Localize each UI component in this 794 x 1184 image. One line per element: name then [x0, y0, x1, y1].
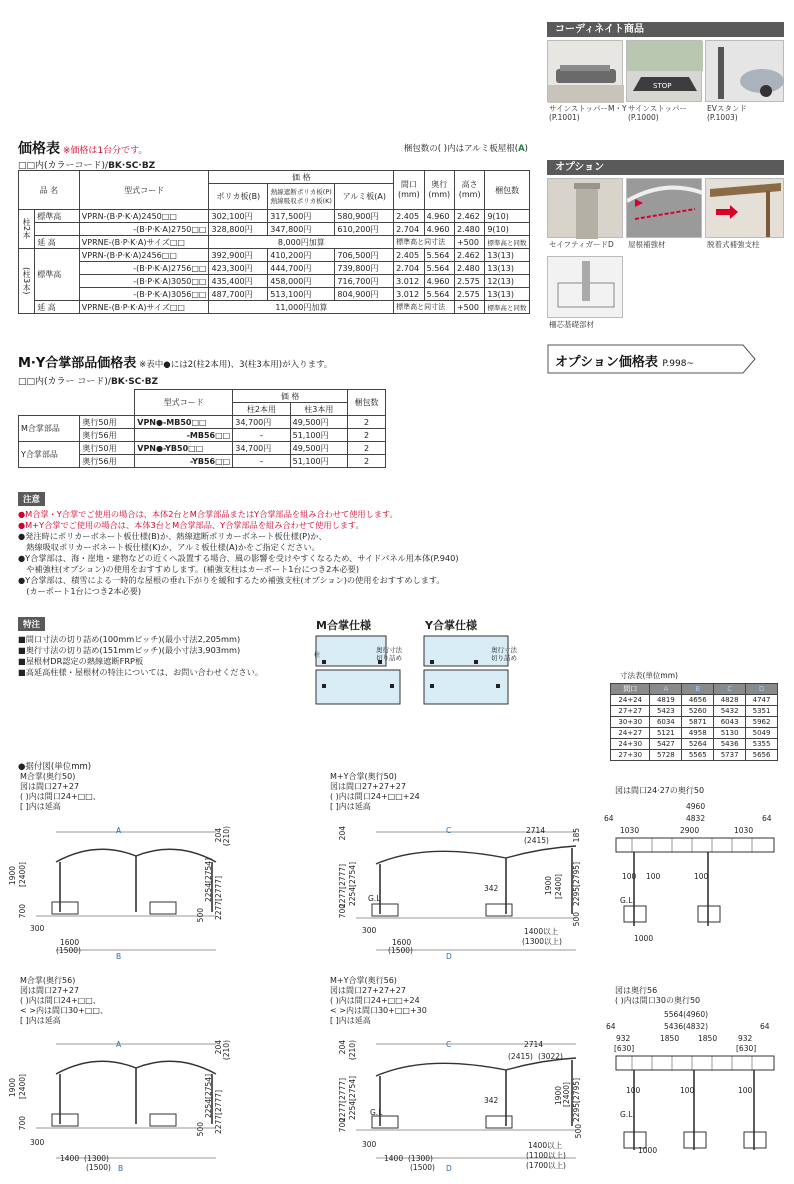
coordinate-header: コーディネイト商品	[547, 22, 784, 37]
dim-1030a-3: 1030	[620, 826, 640, 835]
drawing-4-legend: M合掌(奥行56) 図は間口27+27 ( )内は間口24+□□、 < >内は間口30+□□、 [ ]内は延高	[20, 976, 108, 1025]
price-title: 価格表	[18, 141, 60, 157]
dim-204-5: 204	[338, 1040, 347, 1055]
dim-1400up-2: 1400以上	[524, 927, 559, 936]
dim-210-5: (210)	[348, 1040, 357, 1061]
special-line: ■間口寸法の切り詰め(100mmピッチ)(最小寸法2,205mm)	[18, 634, 241, 644]
dim-2400-2: [2400]	[554, 874, 563, 899]
dim-1900-5: 1900	[554, 1086, 563, 1106]
dim-932a-6: 932	[616, 1034, 631, 1043]
option-price-link-page: P.998~	[662, 359, 694, 369]
dim-300-4: 300	[30, 1138, 45, 1147]
dim-700-2: 700	[338, 904, 347, 919]
dim-300-5: 300	[362, 1140, 377, 1149]
dim-932b-6: 932	[738, 1034, 753, 1043]
my-row: 奥行56用 -MB56□□ – 51,100円 2	[19, 429, 386, 442]
dim-2254-2: 2254[2754]	[348, 862, 357, 907]
dim-1400-4: 1400	[60, 1154, 80, 1163]
dim-3022-5: (3022)	[538, 1052, 563, 1061]
size-row: 24+27 5121 4958 5130 5049	[611, 728, 778, 739]
price-row: -(B·P·K·A)3050□□ 435,400円 458,000円 716,700円 3.012 4.960 2.575 12(13)	[19, 275, 530, 288]
sign-stopper-photo	[626, 40, 702, 102]
my-row: M合掌部品 奥行50用 VPN●-MB50□□ 34,700円 49,500円 2	[19, 416, 386, 429]
dim-2415-2: (2415)	[524, 836, 549, 845]
dim-2900-3: 2900	[680, 826, 700, 835]
m-cut-label: 奥行寸法 切り詰め	[376, 646, 402, 662]
my-color-code: □□内(カラー コード)/BK·SC·BZ	[18, 377, 159, 387]
dim-342-5: 342	[484, 1096, 499, 1105]
caution-line: ●M+Y合掌でご使用の場合は、本体3台とM合掌部品、Y合掌部品を組み合わせて使用します。	[18, 520, 364, 530]
my-spec-diagram	[314, 632, 524, 708]
dim-64a-6: 64	[606, 1022, 616, 1031]
dim-1500-1: (1500)	[56, 946, 81, 955]
special-line: ■屋根材DR認定の熱線遮断FRP板	[18, 656, 144, 666]
dim-64b-3: 64	[762, 814, 772, 823]
color-code: □□内(カラーコード)/BK·SC·BZ	[18, 161, 156, 171]
dim-185-2: 185	[572, 828, 581, 843]
option-price-link[interactable]	[547, 344, 757, 374]
dim-100c-6: 100	[738, 1086, 753, 1095]
dim-1300-4: (1300)	[84, 1154, 109, 1163]
dim-500-5: 500	[574, 1124, 583, 1139]
dim-342-2: 342	[484, 884, 499, 893]
option-item-1: セイフティガードD	[549, 240, 614, 249]
drawing-m50	[16, 826, 226, 966]
post-core-photo	[547, 256, 623, 318]
dim-2254-4: 2254[2754]	[204, 1074, 213, 1119]
safety-guard-photo	[547, 178, 623, 238]
coordinate-item-1: サインストッパーM・Y (P.1001)	[549, 104, 627, 122]
dim-1900-2: 1900	[544, 876, 553, 896]
dim-630b-6: [630]	[736, 1044, 757, 1053]
dim-64b-6: 64	[760, 1022, 770, 1031]
coordinate-item-3: EVスタンド (P.1003)	[707, 104, 747, 122]
dim-630a-6: [630]	[614, 1044, 635, 1053]
price-row: -(B·P·K·A)3056□□ 487,700円 513,100円 804,900円 3.012 5.564 2.575 13(13)	[19, 288, 530, 301]
dim-204-2: 204	[338, 826, 347, 841]
dim-2277-2: 2277[2777]	[338, 864, 347, 909]
dim-204-4: 204	[214, 1040, 223, 1055]
dim-1400-5: 1400	[384, 1154, 404, 1163]
special-line: ■奥行寸法の切り詰め(151mmピッチ)(最小寸法3,903mm)	[18, 645, 241, 655]
size-row: 24+30 5427 5264 5436 5355	[611, 739, 778, 750]
option-header: オプション	[547, 160, 784, 175]
dim-4960-3: 4960	[686, 802, 706, 811]
price-row: 延 高 VPRNE-(B·P·K·A)サイズ□□ 11,000円加算 標準高と同寸法 +500 標準高と同数	[19, 301, 530, 314]
dim-1500-5: (1500)	[410, 1163, 435, 1172]
ev-stand-photo	[705, 40, 784, 102]
option-item-2: 屋根補強材	[628, 240, 666, 249]
dim-2714-2: 2714	[526, 826, 546, 835]
caution-line: ●発注時にポリカーボネート板仕様(B)か、熱線遮断ポリカーボネート板仕様(P)か、	[18, 531, 327, 541]
caution-line: や補強柱(オプション)の使用をおすすめします。(補強支柱はカーポート1台につき2本必要)	[18, 564, 360, 574]
m-spec-title: M合掌仕様	[316, 619, 371, 632]
stop-text: STOP	[653, 82, 672, 90]
option-item-3: 脱着式補強支柱	[707, 240, 760, 249]
dim-2400-4: [2400]	[18, 1074, 27, 1099]
dim-GL-3: G.L	[620, 896, 633, 905]
dim-2277-4: 2277[2777]	[214, 1090, 223, 1135]
dim-1600-2: 1600	[392, 938, 412, 947]
dim-C-2: C	[446, 826, 452, 835]
dim-A-1: A	[116, 826, 122, 835]
caution-tag: 注意	[18, 492, 45, 506]
dim-700-4: 700	[18, 1116, 27, 1131]
dim-GL-5: G.L	[370, 1108, 383, 1117]
size-table: 間口 A B C D 24+24 4819 4656 4828 4747 27+27 5423 5260 5432 5351 30+30 6034 5871 6043 5962 24+27 5121 4958 5130 5049 24+30 5427 5264 5436 5355 27+30 5728 5565 5737 5656	[610, 683, 778, 761]
option-item-4: 柵芯基礎部材	[549, 320, 594, 329]
dim-A-4: A	[116, 1040, 122, 1049]
size-row: 30+30 6034 5871 6043 5962	[611, 717, 778, 728]
dim-2714-5: 2714	[524, 1040, 544, 1049]
dim-2277-1: 2277[2777]	[214, 876, 223, 921]
caution-line: 熱線吸収ポリカーボネート板仕様(K)か、アルミ板仕様(A)かをご指定ください。	[18, 542, 320, 552]
price-section	[18, 138, 528, 158]
sign-stopper-my-photo	[547, 40, 623, 102]
caution-block	[18, 492, 459, 597]
dim-1300-5: (1300)	[408, 1154, 433, 1163]
dim-300-2: 300	[362, 926, 377, 935]
dim-1000-6: 1000	[638, 1146, 658, 1155]
dim-100a-3: 100	[622, 872, 637, 881]
roof-reinforce-photo	[626, 178, 702, 238]
dim-D-2: D	[446, 952, 452, 961]
price-note: ※価格は1台分です。	[62, 146, 148, 156]
caution-line: (カーポート1台につき2本必要)	[18, 586, 142, 596]
drawing-2-legend: M+Y合掌(奥行50) 図は間口27+27+27 ( )内は間口24+□□+24 [ ]内は延高	[330, 772, 420, 811]
my-row: 奥行56用 -YB56□□ – 51,100円 2	[19, 455, 386, 468]
dim-204-1: 204	[214, 828, 223, 843]
dim-2254-1: 2254[2754]	[204, 858, 213, 903]
dim-700-1: 700	[18, 904, 27, 919]
size-row: 24+24 4819 4656 4828 4747	[611, 695, 778, 706]
size-row: 27+27 5423 5260 5432 5351	[611, 706, 778, 717]
drawing-1-legend: M合掌(奥行50) 図は間口27+27 ( )内は間口24+□□、 [ ]内は延高	[20, 772, 101, 811]
dim-1600-1: 1600	[60, 938, 80, 947]
my-table: 型式コード 価 格 梱包数 柱2本用 柱3本用 M合掌部品 奥行50用 VPN●-MB50□□ 34,700円 49,500円 2 奥行56用 -MB56□□ – 51,100円 2 Y合掌部品 奥行50用 VPN●-YB50□□ 34,700円 49,500円 2 奥行56用 -YB56□□ – 51,100円 2	[18, 389, 386, 468]
dim-B-1: B	[116, 952, 122, 961]
price-row: 柱2本 標準高 VPRN-(B·P·K·A)2450□□ 302,100円 317,500円 580,900円 2.405 4.960 2.462 9(10)	[19, 210, 530, 223]
dim-100c-3: 100	[694, 872, 709, 881]
caution-line: ●Y合掌部は、積雪による一時的な屋根の垂れ下がりを緩和するため補強支柱(オプション)の使用をおすすめします。	[18, 575, 445, 585]
size-row: 27+30 5728 5565 5737 5656	[611, 750, 778, 761]
price-row: -(B·P·K·A)2756□□ 423,300円 444,700円 739,800円 2.704 5.564 2.480 13(13)	[19, 262, 530, 275]
size-table-title: 寸法表(単位mm)	[620, 671, 678, 680]
dim-4832-3: 4832	[686, 814, 706, 823]
pack-note: 梱包数の( )内はアルミ板屋根(A)	[403, 144, 528, 154]
price-row: -(B·P·K·A)2750□□ 328,800円 347,800円 610,200円 2.704 4.960 2.480 9(10)	[19, 223, 530, 236]
dim-GL-6: G.L	[620, 1110, 633, 1119]
dim-2295-5: 2295[2795]	[572, 1078, 581, 1123]
dim-100b-6: 100	[680, 1086, 695, 1095]
drawings-title: ●据付図(単位mm)	[18, 762, 92, 772]
dim-2277-5: 2277[2777]	[338, 1078, 347, 1123]
my-row: Y合掌部品 奥行50用 VPN●-YB50□□ 34,700円 49,500円 2	[19, 442, 386, 455]
price-table: 品 名 型式コード 価 格 間口 (mm) 奥行 (mm) 高さ (mm) 梱包数 ポリカ板(B) 熱線遮断ポリカ板(P) 熱線吸収ポリカ板(K) アルミ板(A) 柱2本 標準高 VPRN-(B·P·K·A)2450□□ 302,100円 317,500円 580,900円 2.405 4.960 2.462 9(10) -(B·P·K·A)2750□□ 328,800円 347,800円 610,200円 2.704 4.960 2.480 9(10) 延 高 VPRNE-(B·P·K·A)サイズ□□ 8,000円加算 標準高と同寸法 +500 標準高と同数 (柱3本) 標準高 VPRN-(B·P·K·A)2456□□ 392,900円 410,200円 706,500円 2.405 5.564 2.462 13(13) -(B·P·K·A)2756□□ 423,300円 444,700円 739,800円 2.704 5.564 2.480 13(13) -(B·P·K·A)3050□□ 435,400円 458,000円 716,700円 3.012 4.960 2.575 12(13) -(B·P·K·A)3056□□ 487,700円 513,100円 804,900円 3.012 5.564 2.575 13(13) 延 高 VPRNE-(B·P·K·A)サイズ□□ 11,000円加算 標準高と同寸法 +500 標準高と同数	[18, 170, 530, 314]
dim-5564-6: 5564(4960)	[664, 1010, 709, 1019]
dim-100a-6: 100	[626, 1086, 641, 1095]
y-cut-label: 奥行寸法 切り詰め	[491, 646, 517, 662]
drawing-6-legend: 図は奥行56 ( )内は間口30の奥行50	[615, 986, 701, 1005]
dim-300-1: 300	[30, 924, 45, 933]
special-block	[18, 617, 263, 678]
my-section	[18, 352, 332, 371]
my-title: M·Y合掌部品価格表	[18, 356, 137, 371]
option-price-link-label: オプション価格表	[555, 355, 658, 370]
dim-B-4: B	[118, 1164, 124, 1173]
drawing-m56	[16, 1040, 226, 1170]
caution-line: ●Y合掌部は、海・崖地・建物などの近くへ設置する場合、風の影響を受けやすくなるため、サイドパネル用本体(P.940)	[18, 553, 459, 563]
dim-1100up-5: (1100以上)	[526, 1151, 566, 1160]
dim-500-2: 500	[572, 912, 581, 927]
dim-1000-3: 1000	[634, 934, 654, 943]
price-row: 延 高 VPRNE-(B·P·K·A)サイズ□□ 8,000円加算 標準高と同寸法 +500 標準高と同数	[19, 236, 530, 249]
dim-1900-1: 1900	[8, 866, 17, 886]
dim-1850b-6: 1850	[698, 1034, 718, 1043]
price-row: (柱3本) 標準高 VPRN-(B·P·K·A)2456□□ 392,900円 410,200円 706,500円 2.405 5.564 2.462 13(13)	[19, 249, 530, 262]
dim-1900-4: 1900	[8, 1078, 17, 1098]
dim-1500-2: (1500)	[388, 946, 413, 955]
dim-1700up-5: (1700以上)	[526, 1161, 566, 1170]
dim-2415-5: (2415)	[508, 1052, 533, 1061]
dim-2254-5: 2254[2754]	[348, 1076, 357, 1121]
dim-1300up-2: (1300以上)	[522, 937, 562, 946]
dim-64a-3: 64	[604, 814, 614, 823]
dim-D-5: D	[446, 1164, 452, 1173]
dim-2400-1: [2400]	[18, 862, 27, 887]
dim-C-5: C	[446, 1040, 452, 1049]
dim-210-4: (210)	[222, 1040, 231, 1061]
dim-500-4: 500	[196, 1122, 205, 1137]
dim-2295-2: 2295[2795]	[572, 862, 581, 907]
my-note: ※表中●には2(柱2本用)、3(柱3本用)が入ります。	[139, 360, 333, 370]
drawing-top50	[612, 836, 782, 936]
dim-1500-4: (1500)	[86, 1163, 111, 1172]
m-pillar-label: 柱	[314, 652, 321, 659]
coordinate-item-2: サインストッパー (P.1000)	[628, 104, 688, 122]
drawing-5-legend: M+Y合掌(奥行56) 図は間口27+27+27 ( )内は間口24+□□+24 < >内は間口30+□□+30 [ ]内は延高	[330, 976, 427, 1025]
dim-700-5: 700	[338, 1118, 347, 1133]
special-tag: 特注	[18, 617, 45, 631]
y-spec-title: Y合掌仕様	[425, 619, 477, 632]
dim-500-1: 500	[196, 908, 205, 923]
dim-2400-5: [2400]	[562, 1082, 571, 1107]
dim-210-1: (210)	[222, 826, 231, 847]
dim-5436-6: 5436(4832)	[664, 1022, 709, 1031]
dim-1850a-6: 1850	[660, 1034, 680, 1043]
drawing-3-legend: 図は間口24·27の奥行50	[615, 786, 705, 795]
dim-GL-2: G.L	[368, 894, 381, 903]
dim-1030b-3: 1030	[734, 826, 754, 835]
special-line: ■高延高柱様・屋根材の特注については、お問い合わせください。	[18, 667, 264, 677]
caution-line: ●M合掌・Y合掌でご使用の場合は、本体2台とM合掌部品またはY合掌部品を組み合わせて使用します。	[18, 509, 398, 519]
removable-support-photo	[705, 178, 784, 238]
dim-100b-3: 100	[646, 872, 661, 881]
dim-1400up-5: 1400以上	[528, 1141, 563, 1150]
